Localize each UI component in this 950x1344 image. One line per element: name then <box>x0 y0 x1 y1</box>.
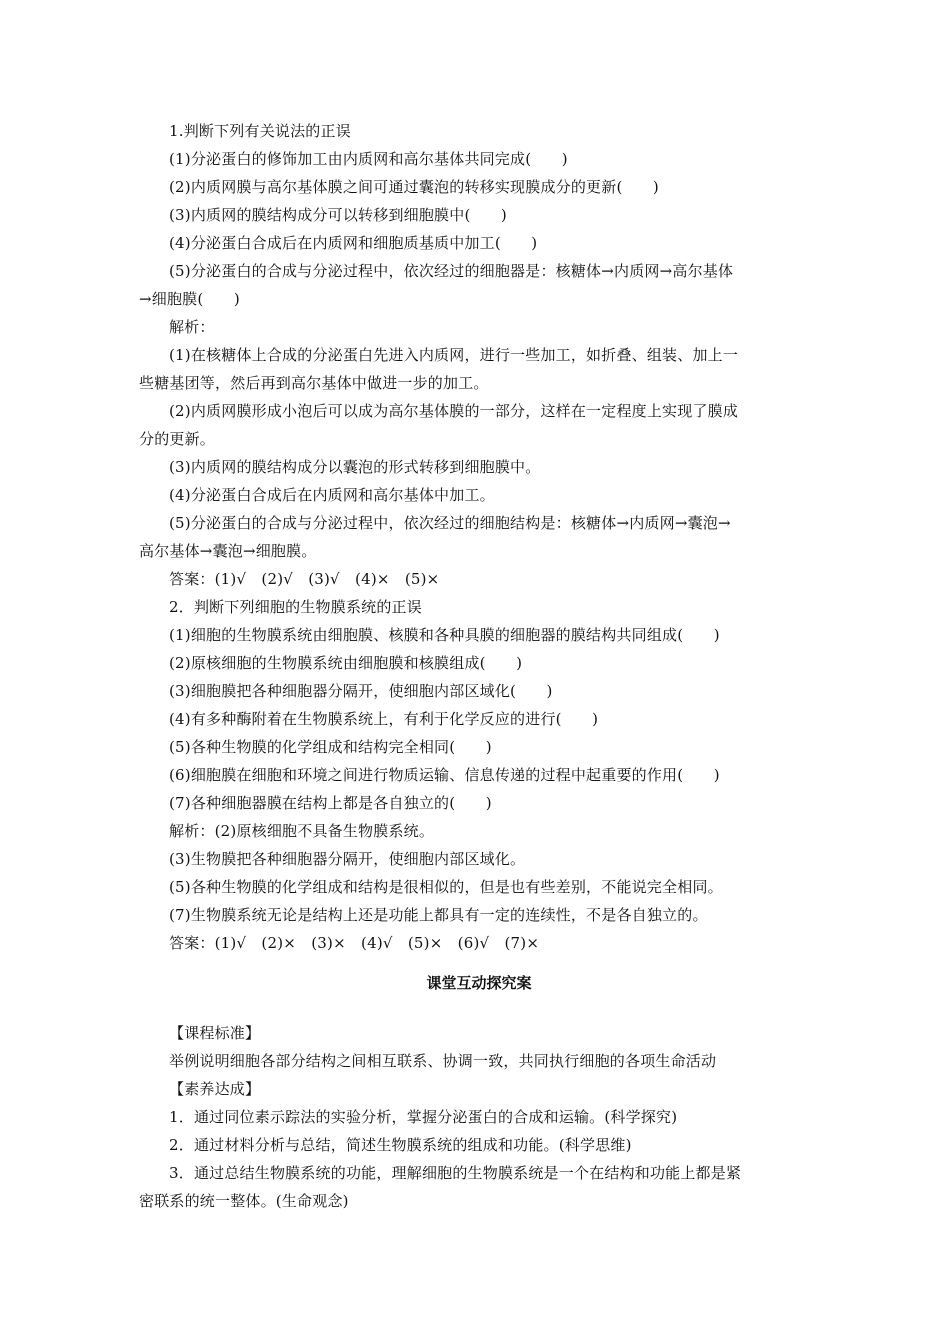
literacy-item-continuation: 密联系的统一整体。(生命观念) <box>139 1192 349 1210</box>
analysis-paragraph-continuation: 分的更新。 <box>139 430 216 448</box>
analysis-paragraph: 解析：(2)原核细胞不具备生物膜系统。 <box>169 822 435 840</box>
literacy-item: 2．通过材料分析与总结，简述生物膜系统的组成和功能。(科学思维) <box>169 1136 632 1154</box>
question-2-item: (7)各种细胞器膜在结构上都是各自独立的( ) <box>169 794 492 812</box>
question-1-item: (3)内质网的膜结构成分可以转移到细胞膜中( ) <box>169 206 507 224</box>
analysis-paragraph: (5)分泌蛋白的合成与分泌过程中，依次经过的细胞结构是：核糖体→内质网→囊泡→ <box>169 514 731 532</box>
question-2-item: (3)细胞膜把各种细胞器分隔开，使细胞内部区域化( ) <box>169 682 553 700</box>
literacy-item: 1．通过同位素示踪法的实验分析，掌握分泌蛋白的合成和运输。(科学探究) <box>169 1108 678 1126</box>
analysis-paragraph: (7)生物膜系统无论是结构上还是功能上都具有一定的连续性，不是各自独立的。 <box>169 906 708 924</box>
question-1-item-continuation: →细胞膜( ) <box>139 290 240 308</box>
analysis-paragraph: (2)内质网膜形成小泡后可以成为高尔基体膜的一部分，这样在一定程度上实现了膜成 <box>169 402 739 420</box>
course-standard-text: 举例说明细胞各部分结构之间相互联系、协调一致，共同执行细胞的各项生命活动 <box>169 1052 717 1070</box>
question-1-title: 1.判断下列有关说法的正误 <box>169 122 351 140</box>
analysis-paragraph: (1)在核糖体上合成的分泌蛋白先进入内质网，进行一些加工，如折叠、组装、加上一 <box>169 346 739 364</box>
section-title: 课堂互动探究案 <box>426 974 532 992</box>
question-2-item: (5)各种生物膜的化学组成和结构完全相同( ) <box>169 738 492 756</box>
analysis-paragraph-continuation: 些糖基团等，然后再到高尔基体中做进一步的加工。 <box>139 374 489 392</box>
question-2-item: (1)细胞的生物膜系统由细胞膜、核膜和各种具膜的细胞器的膜结构共同组成( ) <box>169 626 720 644</box>
question-1-item: (1)分泌蛋白的修饰加工由内质网和高尔基体共同完成( ) <box>169 150 568 168</box>
analysis-paragraph: (5)各种生物膜的化学组成和结构是很相似的，但是也有些差别，不能说完全相同。 <box>169 878 723 896</box>
analysis-paragraph: (4)分泌蛋白合成后在内质网和高尔基体中加工。 <box>169 486 495 504</box>
question-2-item: (4)有多种酶附着在生物膜系统上，有利于化学反应的进行( ) <box>169 710 599 728</box>
course-standard-heading: 【课程标准】 <box>169 1024 261 1042</box>
literacy-heading: 【素养达成】 <box>169 1080 261 1098</box>
document-page <box>139 117 819 1215</box>
question-1-item: (2)内质网膜与高尔基体膜之间可通过囊泡的转移实现膜成分的更新( ) <box>169 178 659 196</box>
answer-line: 答案：(1)√ (2)√ (3)√ (4)× (5)× <box>169 570 440 588</box>
question-2-title: 2．判断下列细胞的生物膜系统的正误 <box>169 598 422 616</box>
question-1-item: (4)分泌蛋白合成后在内质网和细胞质基质中加工( ) <box>169 234 538 252</box>
answer-line: 答案：(1)√ (2)× (3)× (4)√ (5)× (6)√ (7)× <box>169 934 540 952</box>
question-1-item: (5)分泌蛋白的合成与分泌过程中，依次经过的细胞器是：核糖体→内质网→高尔基体 <box>169 262 734 280</box>
question-2-item: (2)原核细胞的生物膜系统由细胞膜和核膜组成( ) <box>169 654 523 672</box>
analysis-paragraph-continuation: 高尔基体→囊泡→细胞膜。 <box>139 542 317 560</box>
question-2-item: (6)细胞膜在细胞和环境之间进行物质运输、信息传递的过程中起重要的作用( ) <box>169 766 720 784</box>
analysis-paragraph: (3)生物膜把各种细胞器分隔开，使细胞内部区域化。 <box>169 850 526 868</box>
analysis-label: 解析： <box>169 318 215 336</box>
analysis-paragraph: (3)内质网的膜结构成分以囊泡的形式转移到细胞膜中。 <box>169 458 541 476</box>
literacy-item: 3．通过总结生物膜系统的功能，理解细胞的生物膜系统是一个在结构和功能上都是紧 <box>169 1164 742 1182</box>
